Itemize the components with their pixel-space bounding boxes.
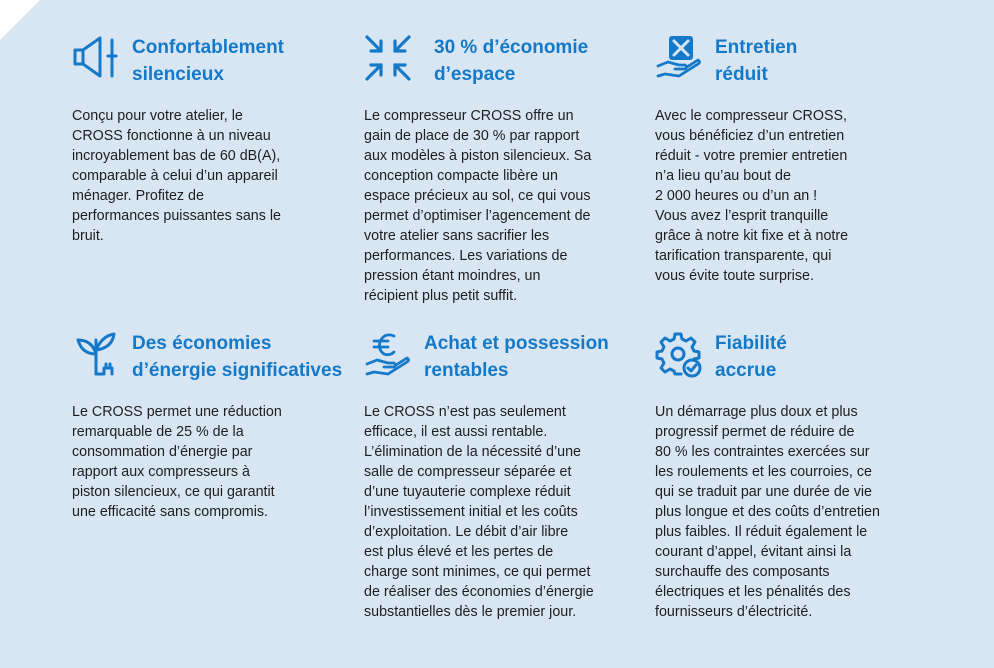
card-body: Le compresseur CROSS offre un gain de place de 30 % par rapport aux modèles à piston silencieux. Sa conception compacte libère un espace précieux au sol, ce qui vous permet d’optimiser l’agencement de votre atelier sans sacrifier les performances. Les variations de pression étant moindres, un récipient plus petit suffit.	[364, 108, 592, 304]
speaker-icon	[72, 34, 120, 82]
card-body: Le CROSS permet une réduction remarquable de 25 % de la consommation d’énergie par rapport aux compresseurs à piston silencieux, ce qui garantit une efficacité sans compromis.	[72, 404, 282, 520]
card-title: Des économies d’énergie significatives	[132, 333, 343, 381]
card-title: 30 % d’économie d’espace	[434, 37, 589, 85]
hand-tools-icon	[655, 34, 703, 82]
gear-check-icon	[655, 330, 703, 378]
card-body: Conçu pour votre atelier, le CROSS fonctionne à un niveau incroyablement bas de 60 dB(A), comparable à celui d’un appareil ménager. Profitez de performances puissantes sans le bruit.	[72, 108, 282, 244]
card-title: Confortablement silencieux	[132, 37, 284, 85]
plant-plug-icon	[72, 330, 120, 378]
card-body: Le CROSS n’est pas seulement efficace, il est aussi rentable. L’élimination de la nécessité d’une salle de compresseur séparée et d’une tuyauterie complexe réduit l’investissement initial et les coûts d’exploitation. Le débit d’air libre est plus élevé et les pertes de charge sont minimes, ce qui permet de réaliser des économies d’énergie substantielles dès le premier jour.	[364, 404, 594, 620]
card-body: Avec le compresseur CROSS, vous bénéficiez d’un entretien réduit - votre premier entretien n’a lieu qu’au bout de 2 000 heures ou d’un an ! Vous avez l’esprit tranquille grâce à notre kit fixe et à notre tarification transparente, qui vous évite toute surprise.	[655, 108, 849, 284]
card-title: Achat et possession rentables	[424, 333, 609, 381]
compress-arrows-icon	[364, 34, 412, 82]
card-title: Entretien réduit	[715, 37, 798, 85]
euro-hand-icon	[364, 330, 412, 378]
card-title: Fiabilité accrue	[715, 333, 787, 381]
card-body: Un démarrage plus doux et plus progressif permet de réduire de 80 % les contraintes exercées sur les roulements et les courroies, ce qui se traduit par une durée de vie plus longue et des coûts d’entretien plus faibles. Il réduit également le courant d’appel, évitant ainsi la surchauffe des composants électriques et les pénalités des fournisseurs d’électricité.	[655, 404, 880, 620]
